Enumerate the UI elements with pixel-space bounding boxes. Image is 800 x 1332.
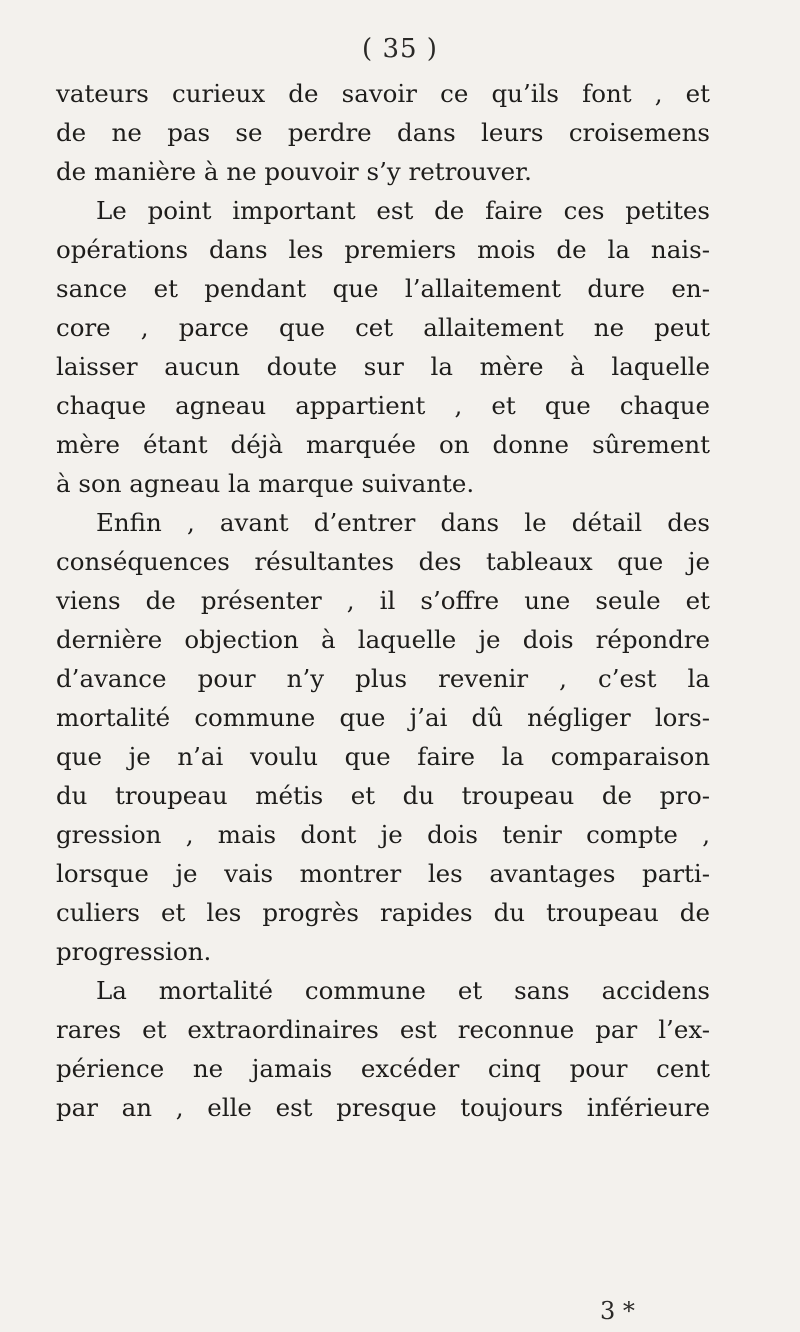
text-line: vateurs curieux de savoir ce qu’ils font , et [56, 79, 710, 108]
signature-mark: 3 * [600, 1297, 635, 1325]
text-line: par an , elle est presque toujours inférieure [56, 1093, 710, 1122]
text-line: La mortalité commune et sans accidens [96, 976, 710, 1005]
text-line: progression. [56, 937, 212, 966]
text-line: laisser aucun doute sur la mère à laquelle [56, 352, 710, 381]
text-line: de manière à ne pouvoir s’y retrouver. [56, 157, 532, 186]
text-line: lorsque je vais montrer les avantages parti- [56, 859, 710, 888]
text-line: culiers et les progrès rapides du troupeau de [56, 898, 710, 927]
text-line: dernière objection à laquelle je dois répondre [56, 625, 710, 654]
text-line: périence ne jamais excéder cinq pour cent [56, 1054, 710, 1083]
text-line: chaque agneau appartient , et que chaque [56, 391, 710, 420]
text-line: viens de présenter , il s’offre une seule et [56, 586, 710, 615]
text-line: de ne pas se perdre dans leurs croisemens [56, 118, 710, 147]
page-number-header: ( 35 ) [362, 34, 438, 64]
text-line: que je n’ai voulu que faire la comparaison [56, 742, 710, 771]
text-line: mortalité commune que j’ai dû négliger lors- [56, 703, 710, 732]
body-text [56, 74, 710, 1127]
text-line: core , parce que cet allaitement ne peut [56, 313, 710, 342]
text-line: sance et pendant que l’allaitement dure en- [56, 274, 710, 303]
text-line: rares et extraordinaires est reconnue par l’ex- [56, 1015, 710, 1044]
text-line: gression , mais dont je dois tenir compte , [56, 820, 710, 849]
text-line: Le point important est de faire ces petites [96, 196, 710, 225]
text-line: d’avance pour n’y plus revenir , c’est la [56, 664, 710, 693]
text-line: du troupeau métis et du troupeau de pro- [56, 781, 710, 810]
text-line: mère étant déjà marquée on donne sûrement [56, 430, 710, 459]
text-line: Enfin , avant d’entrer dans le détail des [96, 508, 710, 537]
text-line: opérations dans les premiers mois de la nais- [56, 235, 710, 264]
text-line: conséquences résultantes des tableaux que je [56, 547, 710, 576]
text-line: à son agneau la marque suivante. [56, 469, 475, 498]
